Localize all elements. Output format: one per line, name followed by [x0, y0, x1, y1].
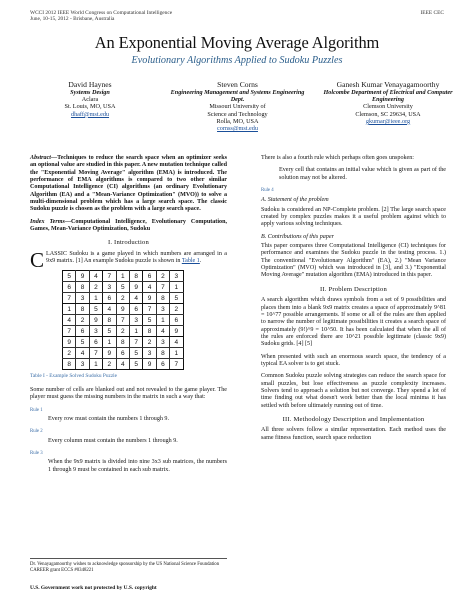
abstract	[30, 155, 227, 214]
sudoku-row	[63, 282, 184, 293]
intro-paragraph	[30, 247, 227, 272]
sudoku-cell: 2	[143, 337, 156, 348]
sudoku-cell: 7	[63, 293, 76, 304]
intro-text: LASSIC Sudoku is a game played in which numbers are arranged in a 9x9 matrix. [1] An example Sudoku puzzle is shown in	[46, 250, 227, 265]
sudoku-cell: 2	[103, 359, 116, 370]
author-name: David Haynes	[68, 80, 112, 89]
sudoku-cell: 6	[143, 271, 156, 282]
table-caption: Table I - Example Solved Sudoku Puzzle	[30, 373, 118, 380]
sudoku-cell: 2	[116, 326, 129, 337]
rule4-intro: There is also a fourth rule which perhaps often goes unspoken:	[261, 155, 414, 161]
sudoku-cell: 6	[116, 348, 129, 359]
sudoku-cell: 7	[170, 359, 183, 370]
sudoku-cell: 7	[143, 304, 156, 315]
sudoku-row	[63, 326, 184, 337]
author-line: Rolla, MO, USA	[216, 117, 259, 125]
sudoku-cell: 9	[116, 304, 129, 315]
sudoku-cell: 1	[89, 293, 102, 304]
paragraph: When presented with such an enormous search space, the tendency of a typical EA solver is to get stuck.	[261, 353, 446, 367]
sudoku-cell: 6	[63, 282, 76, 293]
sudoku-cell: 3	[170, 271, 183, 282]
sudoku-row	[63, 359, 184, 370]
sudoku-cell: 2	[89, 282, 102, 293]
rule-text: When the 9x9 matrix is divided into nine 3x3 sub matrices, the numbers 1 through 9 must be contained in each sub matrix.	[48, 459, 227, 473]
sudoku-cell: 1	[170, 282, 183, 293]
sudoku-cell: 3	[156, 304, 169, 315]
sudoku-cell: 2	[116, 293, 129, 304]
sudoku-cell: 9	[170, 326, 183, 337]
sudoku-cell: 3	[143, 348, 156, 359]
sudoku-cell: 8	[156, 348, 169, 359]
sudoku-cell: 8	[143, 326, 156, 337]
author-affiliation: Systems Design	[70, 89, 110, 96]
sudoku-cell: 8	[156, 293, 169, 304]
sudoku-cell: 6	[129, 304, 142, 315]
sudoku-cell: 5	[143, 315, 156, 326]
footnote: Dr. Venayagamoorthy wishes to acknowledge sponsorship by the US National Science Foundation CAREER grant ECCS #0348221	[30, 558, 227, 573]
left-column	[30, 155, 227, 479]
sudoku-cell: 7	[103, 271, 116, 282]
sudoku-cell: 9	[129, 282, 142, 293]
sudoku-cell: 8	[116, 337, 129, 348]
rule-label: Rule 3	[30, 450, 43, 456]
sudoku-cell: 4	[156, 326, 169, 337]
author-name: Ganesh Kumar Venayagamoorthy	[336, 80, 440, 89]
sudoku-cell: 1	[129, 326, 142, 337]
sudoku-cell: 4	[76, 348, 89, 359]
author-block	[170, 80, 305, 132]
rule-text: Every column must contain the numbers 1 through 9.	[48, 437, 178, 444]
sudoku-cell: 8	[129, 271, 142, 282]
index-terms-text: —Computational Intelligence, Evolutionary Computation, Games, Mean-Variance Optimization, Sudoku	[30, 218, 227, 233]
author-block	[30, 80, 150, 118]
author-name: Steven Corns	[217, 80, 258, 89]
rule-text: Every cell that contains an initial value which is given as part of the solution may not be altered.	[279, 167, 446, 181]
sudoku-row	[63, 293, 184, 304]
sudoku-cell: 2	[76, 315, 89, 326]
sudoku-cell: 4	[129, 293, 142, 304]
author-line: Clemson University	[363, 103, 413, 111]
rule-label: Rule 2	[30, 429, 43, 435]
sudoku-cell: 1	[63, 304, 76, 315]
sudoku-cell: 1	[103, 337, 116, 348]
author-block	[318, 80, 458, 125]
sudoku-row	[63, 348, 184, 359]
author-affiliation: Engineering Management and Systems Engineering Dept.	[170, 89, 305, 104]
sudoku-cell: 6	[170, 315, 183, 326]
sudoku-table	[62, 270, 184, 370]
author-email[interactable]: cornss@mst.edu	[217, 125, 258, 133]
sudoku-cell: 7	[116, 315, 129, 326]
sudoku-cell: 6	[89, 337, 102, 348]
conference-name: WCCI 2012 IEEE World Congress on Computational Intelligence	[30, 10, 173, 16]
rule-label: Rule 1	[30, 407, 43, 413]
table-reference-link[interactable]: Table 1	[181, 258, 200, 265]
index-terms-label: Index Terms	[30, 218, 65, 225]
sudoku-cell: 8	[63, 359, 76, 370]
conference-header	[30, 10, 172, 22]
sudoku-cell: 6	[156, 359, 169, 370]
sudoku-cell: 6	[103, 293, 116, 304]
paragraph: A search algorithm which draws symbols from a set of 9 possibilities and places them into a blank 9x9 matrix creates a space of approximately 9^81 = 10^77 possible arrangements. If some or all of the rules are then applied to narrow the number of legitimate possibilities it creates a search space of approximately (9!)^9 = 10^50. It has been calculated that when the all of the rules are enforced there are 10^21 possible legitimate (classic 9x9) Sudoku grids. [4] [5]	[261, 297, 446, 348]
sudoku-cell: 5	[63, 271, 76, 282]
section-heading-problem: II. Problem Description	[319, 285, 388, 293]
author-email[interactable]: dhaff@mst.edu	[70, 110, 110, 118]
sudoku-cell: 9	[103, 348, 116, 359]
section-heading-methodology: III. Methodology Description and Implementation	[282, 415, 425, 423]
sudoku-cell: 3	[103, 282, 116, 293]
sudoku-cell: 5	[103, 326, 116, 337]
paper-subtitle: Evolutionary Algorithms Applied to Sudoku Puzzles	[131, 55, 343, 66]
sudoku-cell: 1	[156, 315, 169, 326]
paper-title: An Exponential Moving Average Algorithm	[94, 33, 380, 52]
sudoku-cell: 3	[76, 293, 89, 304]
author-email[interactable]: gkumar@ieee.org	[365, 117, 411, 125]
sudoku-row	[63, 271, 184, 282]
subsection-heading: A. Statement of the problem	[261, 197, 329, 204]
sudoku-cell: 9	[63, 337, 76, 348]
sudoku-cell: 5	[116, 282, 129, 293]
sudoku-cell: 3	[89, 326, 102, 337]
index-terms	[30, 219, 227, 234]
sudoku-cell: 4	[103, 304, 116, 315]
sudoku-row	[63, 315, 184, 326]
section-heading-introduction: I. Introduction	[107, 239, 150, 247]
sudoku-row	[63, 304, 184, 315]
sudoku-cell: 4	[63, 315, 76, 326]
sudoku-cell: 7	[63, 326, 76, 337]
paragraph: All three solvers follow a similar representation. Each method uses the same fitness function, search space reduction	[261, 427, 446, 441]
sudoku-cell: 8	[76, 304, 89, 315]
conference-dates: June, 10-15, 2012 - Brisbane, Australia	[30, 16, 115, 22]
sudoku-cell: 7	[156, 282, 169, 293]
sudoku-cell: 9	[76, 271, 89, 282]
rule-label: Rule 4	[261, 188, 274, 194]
sudoku-cell: 2	[63, 348, 76, 359]
sudoku-cell: 5	[76, 337, 89, 348]
sudoku-cell: 3	[156, 337, 169, 348]
sudoku-cell: 1	[170, 348, 183, 359]
sudoku-cell: 9	[143, 359, 156, 370]
sudoku-cell: 7	[129, 337, 142, 348]
conference-track: IEEE CEC	[420, 10, 444, 16]
sudoku-cell: 2	[156, 271, 169, 282]
abstract-text: —Techniques to reduce the search space when an optimizer seeks an optional value are studied in this paper. A new mutation technique called the "Exponential Moving Average" algorithm (EMA) is introduced. The performance of EMA algorithms is compared to two other similar Computational Intelligence (CI) algorithms (an ordinary Evolutionary Algorithm (EA) and a "Mean-Variance Optimization" (MVO)) to solve a multi-dimensional problem which has a large search space. The classic Sudoku puzzle is chosen as the problem with a large search space.	[30, 155, 227, 213]
paragraph: Sudoku is considered an NP-Complete problem. [2] The large search space created by complex puzzles makes it a useful problem against which to apply various solving techniques.	[261, 206, 446, 228]
sudoku-cell: 1	[89, 359, 102, 370]
sudoku-cell: 6	[76, 326, 89, 337]
sudoku-cell: 9	[89, 315, 102, 326]
sudoku-cell: 5	[170, 293, 183, 304]
sudoku-cell: 8	[103, 315, 116, 326]
paragraph: Common Sudoku puzzle solving strategies can reduce the search space for small puzzles, but lose effectiveness as puzzle complexity increases. Solvers tend to approach a solution but not converge. They spend a lot of time finding out what doesn't work better than the local minima it has settled with before ultimately running out of time.	[261, 373, 446, 409]
right-column	[261, 155, 446, 447]
sudoku-row	[63, 337, 184, 348]
sudoku-cell: 7	[89, 348, 102, 359]
copyright-footer: U.S. Government work not protected by U.S. copyright	[30, 585, 157, 591]
sudoku-cell: 8	[76, 282, 89, 293]
sudoku-cell: 1	[116, 271, 129, 282]
sudoku-cell: 5	[129, 359, 142, 370]
sudoku-cell: 4	[89, 271, 102, 282]
author-line: Missouri University of	[209, 103, 266, 111]
author-affiliation: Holcombe Department of Electrical and Computer Engineering	[323, 89, 453, 104]
rule-text: Every row must contain the numbers 1 through 9.	[48, 415, 170, 422]
sudoku-cell: 5	[129, 348, 142, 359]
paragraph: This paper compares three Computational Intelligence (CI) techniques for performance and examines the Sudoku puzzle in the testing process. 1.) The conventional "Evolutionary Algorithm" (EA), 2.) "Mean Variance Optimization" (MVO) which was introduced in [3], and 3.) "Exponential Moving Average" mutation algorithm (EMA) introduced in this paper.	[261, 243, 446, 279]
author-line: Aclara	[81, 96, 99, 104]
sudoku-cell: 2	[170, 304, 183, 315]
sudoku-cell: 9	[143, 293, 156, 304]
sudoku-cell: 3	[76, 359, 89, 370]
drop-cap: C	[30, 247, 45, 272]
sudoku-cell: 4	[170, 337, 183, 348]
rules-intro-paragraph: Some number of cells are blanked out and not revealed to the game player. The player must guess the missing numbers in the matrix in such a way that:	[30, 386, 227, 401]
subsection-heading: B. Contributions of this paper	[261, 233, 334, 240]
abstract-label: Abstract	[30, 155, 51, 161]
author-line: Science and Technology	[207, 110, 268, 118]
intro-text-end: .	[199, 258, 202, 265]
sudoku-cell: 4	[143, 282, 156, 293]
sudoku-cell: 3	[129, 315, 142, 326]
sudoku-cell: 4	[116, 359, 129, 370]
author-line: St. Louis, MO, USA	[64, 103, 116, 111]
author-line: Clemson, SC 29634, USA	[355, 110, 421, 118]
sudoku-cell: 5	[89, 304, 102, 315]
